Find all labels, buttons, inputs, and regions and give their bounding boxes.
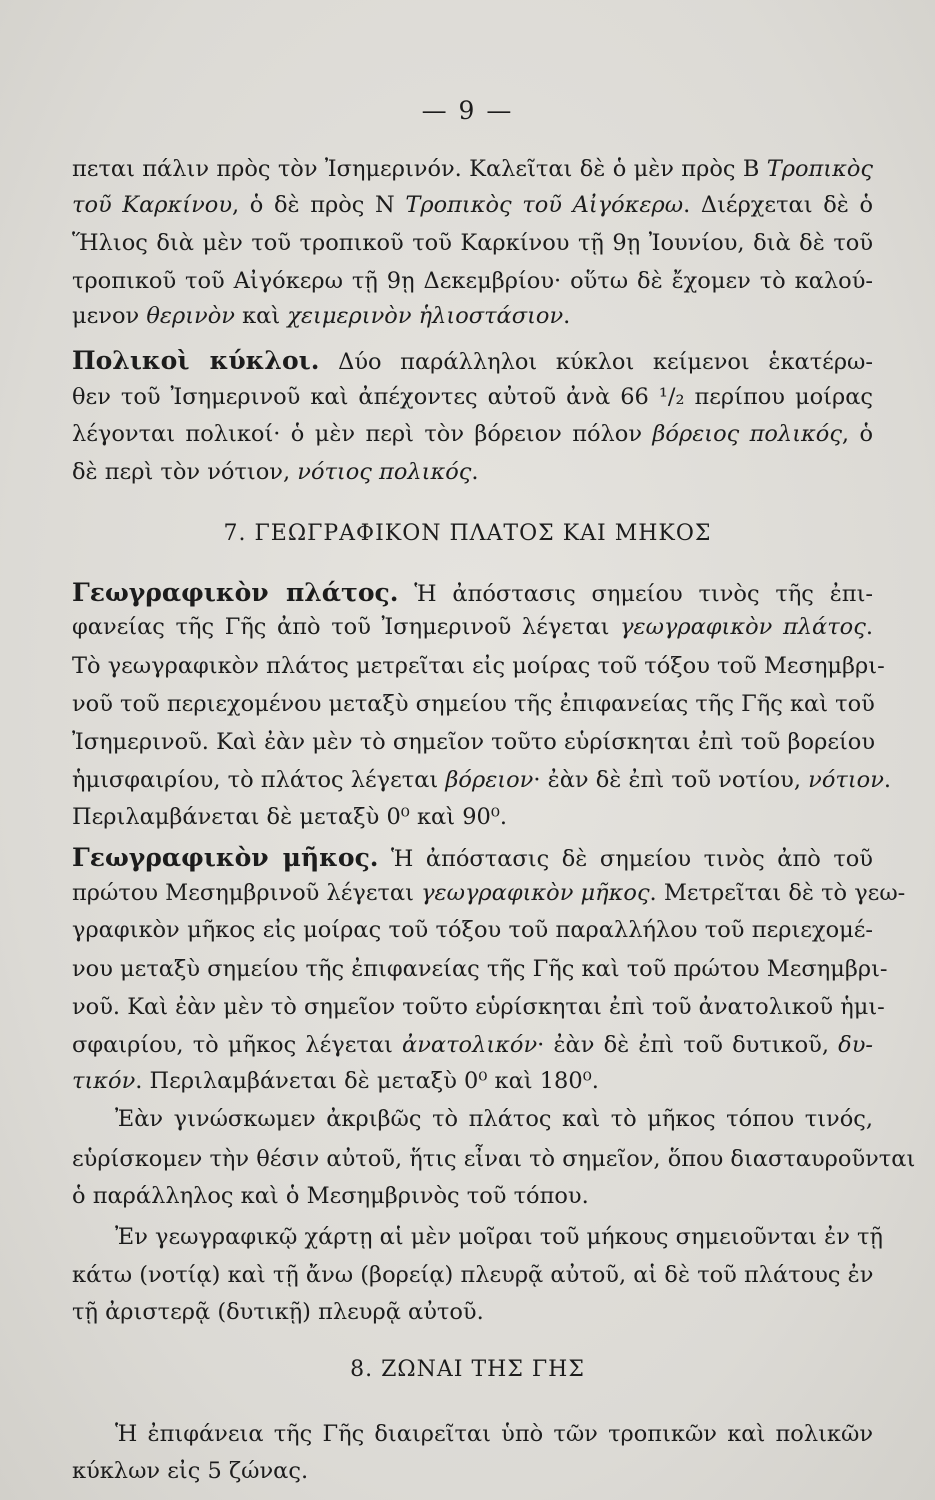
text-line (72, 994, 885, 1020)
text-segment: Ἥλιος διὰ μὲν τοῦ τροπικοῦ τοῦ Καρκίνου τῇ 9ῃ Ἰουνίου, διὰ δὲ τοῦ (72, 230, 873, 256)
text-line (72, 423, 873, 446)
text-segment: Δύο παράλληλοι κύκλοι κείμενοι ἑκατέρω- (319, 349, 873, 375)
italic-term: γεωγραφικὸν πλάτος (620, 614, 866, 640)
text-line (72, 919, 873, 942)
italic-term: Τροπικὸς τοῦ Αἰγόκερω (405, 192, 684, 218)
text-segment: . (471, 459, 479, 485)
text-segment: λέγονται πολικοί· ὁ μὲν περὶ τὸν βόρειον πόλον (72, 421, 653, 447)
text-segment: νοῦ. Καὶ ἐὰν μὲν τὸ σημεῖον τοῦτο εὑρίσκηται ἐπὶ τοῦ ἀνατολικοῦ ἡμι- (72, 994, 885, 1020)
text-segment: . Μετρεῖται δὲ τὸ γεω- (649, 880, 906, 906)
text-segment: νου μεταξὺ σημείου τῆς ἐπιφανείας τῆς Γῆς καὶ τοῦ πρώτου Μεσημβρι- (72, 956, 888, 982)
text-segment: καὶ (234, 303, 288, 329)
text-line (115, 1224, 883, 1250)
text-line (72, 158, 873, 181)
italic-term: χειμερινὸν ἡλιοστάσιον (287, 303, 564, 329)
text-line (72, 767, 892, 793)
text-segment: . Διέρχεται δὲ ὁ (683, 192, 873, 218)
italic-term: θερινὸν (146, 303, 235, 329)
text-line (72, 232, 873, 255)
section-heading-zones: 8. ΖΩΝΑΙ ΤΗΣ ΓΗΣ (350, 1357, 585, 1382)
text-segment: Ἡ ἐπιφάνεια τῆς Γῆς διαιρεῖται ὑπὸ τῶν τροπικῶν καὶ πολικῶν (115, 1421, 873, 1447)
italic-term: τικόν (72, 1068, 136, 1094)
text-segment: κάτω (νοτίᾳ) καὶ τῇ ἄνω (βορείᾳ) πλευρᾷ αὐτοῦ, αἱ δὲ τοῦ πλάτους ἐν (72, 1262, 874, 1288)
text-segment: πρώτου Μεσημβρινοῦ λέγεται (72, 880, 422, 906)
text-segment: · ἐὰν δὲ ἐπὶ τοῦ δυτικοῦ, (537, 1032, 839, 1058)
section-heading-latitude-longitude: 7. ΓΕΩΓΡΑΦΙΚΟΝ ΠΛΑΤΟΣ ΚΑΙ ΜΗΚΟΣ (223, 521, 712, 546)
text-line (72, 580, 873, 606)
text-line (72, 616, 873, 639)
italic-term: βόρειον (445, 767, 534, 793)
text-segment: . (865, 614, 873, 640)
text-line (72, 348, 873, 374)
text-segment: τῇ ἀριστερᾷ (δυτικῇ) πλευρᾷ αὐτοῦ. (72, 1299, 484, 1325)
text-segment: Περιλαμβάνεται δὲ μεταξὺ 0⁰ καὶ 90⁰. (72, 804, 507, 830)
text-line (72, 729, 876, 755)
text-segment: , ὁ δὲ πρὸς Ν (232, 192, 406, 218)
text-segment: Ἡ ἀπόστασις σημείου τινὸς τῆς ἐπι- (398, 581, 873, 607)
text-line (72, 270, 873, 293)
paragraph-heading: Γεωγραφικὸν μῆκος. (72, 843, 379, 872)
text-line (72, 653, 885, 679)
italic-term: νότιον (808, 767, 884, 793)
text-segment: · ἐὰν δὲ ἐπὶ τοῦ νοτίου, (533, 767, 809, 793)
text-segment: . (563, 303, 571, 329)
text-line (72, 1460, 308, 1483)
italic-term: γεωγραφικὸν μῆκος (421, 880, 650, 906)
text-line (72, 806, 507, 829)
text-segment: κύκλων εἰς 5 ζώνας. (72, 1458, 309, 1484)
text-line (72, 1264, 873, 1287)
text-segment: ὁ παράλληλος καὶ ὁ Μεσημβρινὸς τοῦ τόπου. (72, 1183, 589, 1209)
italic-term: δυ- (838, 1032, 873, 1058)
italic-term: νότιος πολικός (297, 459, 472, 485)
text-line (115, 1423, 873, 1446)
text-line (72, 880, 906, 906)
text-line (72, 845, 873, 871)
italic-term: Τροπικὸς (766, 156, 873, 182)
text-segment: ἡμισφαιρίου, τὸ πλάτος λέγεται (72, 767, 446, 793)
text-segment: φανείας τῆς Γῆς ἀπὸ τοῦ Ἰσημερινοῦ λέγεται (72, 614, 621, 640)
text-line (72, 461, 479, 484)
text-line (115, 1108, 873, 1131)
text-segment: σφαιρίου, τὸ μῆκος λέγεται (72, 1032, 403, 1058)
text-segment: . (883, 767, 892, 793)
italic-term: τοῦ Καρκίνου (72, 192, 233, 218)
text-line (72, 305, 570, 328)
text-line (72, 1034, 873, 1057)
text-segment: Τὸ γεωγραφικὸν πλάτος μετρεῖται εἰς μοίρας τοῦ τόξου τοῦ Μεσημβρι- (72, 653, 885, 679)
text-line (72, 194, 873, 217)
paragraph-heading: Γεωγραφικὸν πλάτος. (72, 578, 399, 607)
text-line (72, 1301, 484, 1324)
text-segment: Ἐν γεωγραφικῷ χάρτῃ αἱ μὲν μοῖραι τοῦ μήκους σημειοῦνται ἐν τῇ (115, 1224, 883, 1250)
text-line (72, 1146, 916, 1172)
text-segment: Ἰσημερινοῦ. Καὶ ἐὰν μὲν τὸ σημεῖον τοῦτο εὑρίσκηται ἐπὶ τοῦ βορείου (72, 729, 876, 755)
text-line (72, 1185, 589, 1208)
italic-term: βόρειος πολικός (652, 421, 842, 447)
paragraph-heading: Πολικοὶ κύκλοι. (72, 346, 320, 375)
text-line (72, 1070, 599, 1093)
italic-term: ἀνατολικόν (402, 1032, 538, 1058)
text-segment: θεν τοῦ Ἰσημερινοῦ καὶ ἀπέχοντες αὐτοῦ ἀνὰ 66 ¹/₂ περίπου μοίρας (72, 384, 873, 410)
text-segment: πεται πάλιν πρὸς τὸν Ἰσημερινόν. Καλεῖται δὲ ὁ μὲν πρὸς Β (72, 156, 767, 182)
text-segment: γραφικὸν μῆκος εἰς μοίρας τοῦ τόξου τοῦ παραλλήλου τοῦ περιεχομέ- (72, 917, 873, 943)
text-segment: νοῦ τοῦ περιεχομένου μεταξὺ σημείου τῆς ἐπιφανείας τῆς Γῆς καὶ τοῦ (72, 691, 875, 717)
text-segment: Ἐὰν γινώσκωμεν ἀκριβῶς τὸ πλάτος καὶ τὸ μῆκος τόπου τινός, (115, 1106, 873, 1132)
text-line (72, 956, 888, 982)
text-segment: τροπικοῦ τοῦ Αἰγόκερω τῇ 9ῃ Δεκεμβρίου· οὕτω δὲ ἔχομεν τὸ καλού- (72, 268, 873, 294)
text-segment: εὑρίσκομεν τὴν θέσιν αὐτοῦ, ἥτις εἶναι τὸ σημεῖον, ὅπου διασταυροῦνται (72, 1146, 916, 1172)
text-line (72, 693, 873, 716)
text-segment: Ἡ ἀπόστασις δὲ σημείου τινὸς ἀπὸ τοῦ (378, 846, 873, 872)
text-line (72, 386, 873, 409)
page-number: — 9 — (421, 96, 514, 125)
text-segment: μενον (72, 303, 147, 329)
text-segment: , ὁ (841, 421, 873, 447)
text-segment: . Περιλαμβάνεται δὲ μεταξὺ 0⁰ καὶ 180⁰. (135, 1068, 599, 1094)
text-segment: δὲ περὶ τὸν νότιον, (72, 459, 298, 485)
